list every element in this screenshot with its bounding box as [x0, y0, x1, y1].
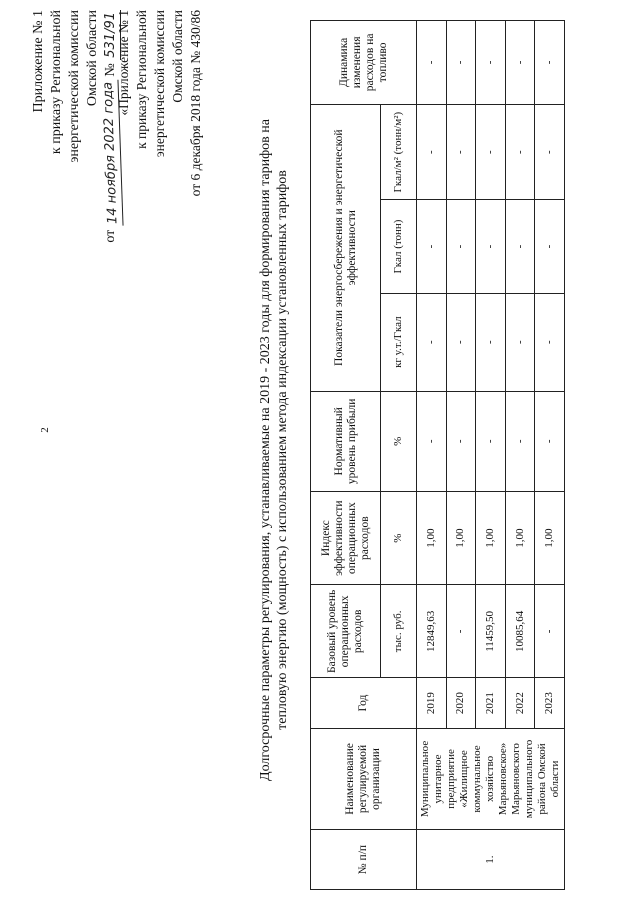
header-energy-efficiency: Показатели энергосбережения и энергетической эффективности: [311, 104, 381, 391]
parameters-table: [310, 20, 565, 890]
header-profit-level: Нормативный уровень прибыли: [311, 391, 381, 491]
appendix-line: Приложение № 1: [31, 10, 46, 113]
appendix-line: к приказу Региональной: [49, 10, 64, 155]
rotated-document-content: [5, 10, 635, 890]
appendix-header-new: [30, 10, 121, 243]
row-number: 1.: [417, 830, 565, 890]
appendix-line: от 6 декабря 2018 года № 430/86: [188, 10, 203, 197]
appendix-line: Омской области: [85, 10, 100, 107]
header-num: № п/п: [311, 830, 417, 890]
appendix-line: «Приложение № 1: [116, 10, 131, 116]
header-efficiency-index: Индекс эффективности операционных расходов: [311, 492, 381, 585]
appendix-line: Омской области: [170, 10, 185, 103]
table-row: 2021 11459,50 1,00 - - - - -: [476, 21, 506, 890]
appendix-line: к приказу Региональной: [134, 10, 149, 149]
appendix-line: энергетической комиссии: [67, 10, 82, 163]
table-row: 2022 10085,64 1,00 - - - - -: [505, 21, 535, 890]
table-row: 2023 - 1,00 - - - - -: [535, 21, 565, 890]
unit-base: тыс. руб.: [381, 585, 417, 678]
organization-name: Муниципальное унитарное предприятие «Жилищное коммунальное хозяйство Марьяновское» Марьяновского муниципального района Омской области: [417, 728, 565, 830]
document-title: Долгосрочные параметры регулирования, устанавливаемые на 2019 - 2023 годы для формирования тарифов на тепловую энергию (мощность) с использованием метода индексации установленных тарифов: [258, 119, 290, 781]
unit-e1: кг у.т./Гкал: [381, 293, 417, 391]
table-row: 1. Муниципальное унитарное предприятие «Жилищное коммунальное хозяйство Марьяновское» Марьяновского муниципального района Омской области 2019 12849,63 1,00 - - - - -: [417, 21, 447, 890]
header-organization: Наименование регулируемой организации: [311, 728, 417, 830]
unit-e2: Гкал (тонн): [381, 200, 417, 293]
page-number: 2: [38, 427, 51, 433]
handwritten-number: 531/91: [102, 10, 121, 60]
appendix-date-line: от 14 ноября 2022 года № 531/91: [102, 10, 121, 243]
appendix-header-old: [115, 10, 205, 196]
unit-e3: Гкал/м² (тонн/м²): [381, 104, 417, 200]
header-fuel-dynamics: Динамика изменения расходов на топливо: [311, 21, 417, 105]
handwritten-date: 14 ноября 2022 года: [99, 80, 123, 227]
table-row: 2020 - 1,00 - - - - -: [446, 21, 476, 890]
unit-profit: %: [381, 391, 417, 491]
header-base-level: Базовый уровень операционных расходов: [311, 585, 381, 678]
appendix-line: энергетической комиссии: [152, 10, 167, 158]
unit-index: %: [381, 492, 417, 585]
header-year: Год: [311, 678, 417, 728]
